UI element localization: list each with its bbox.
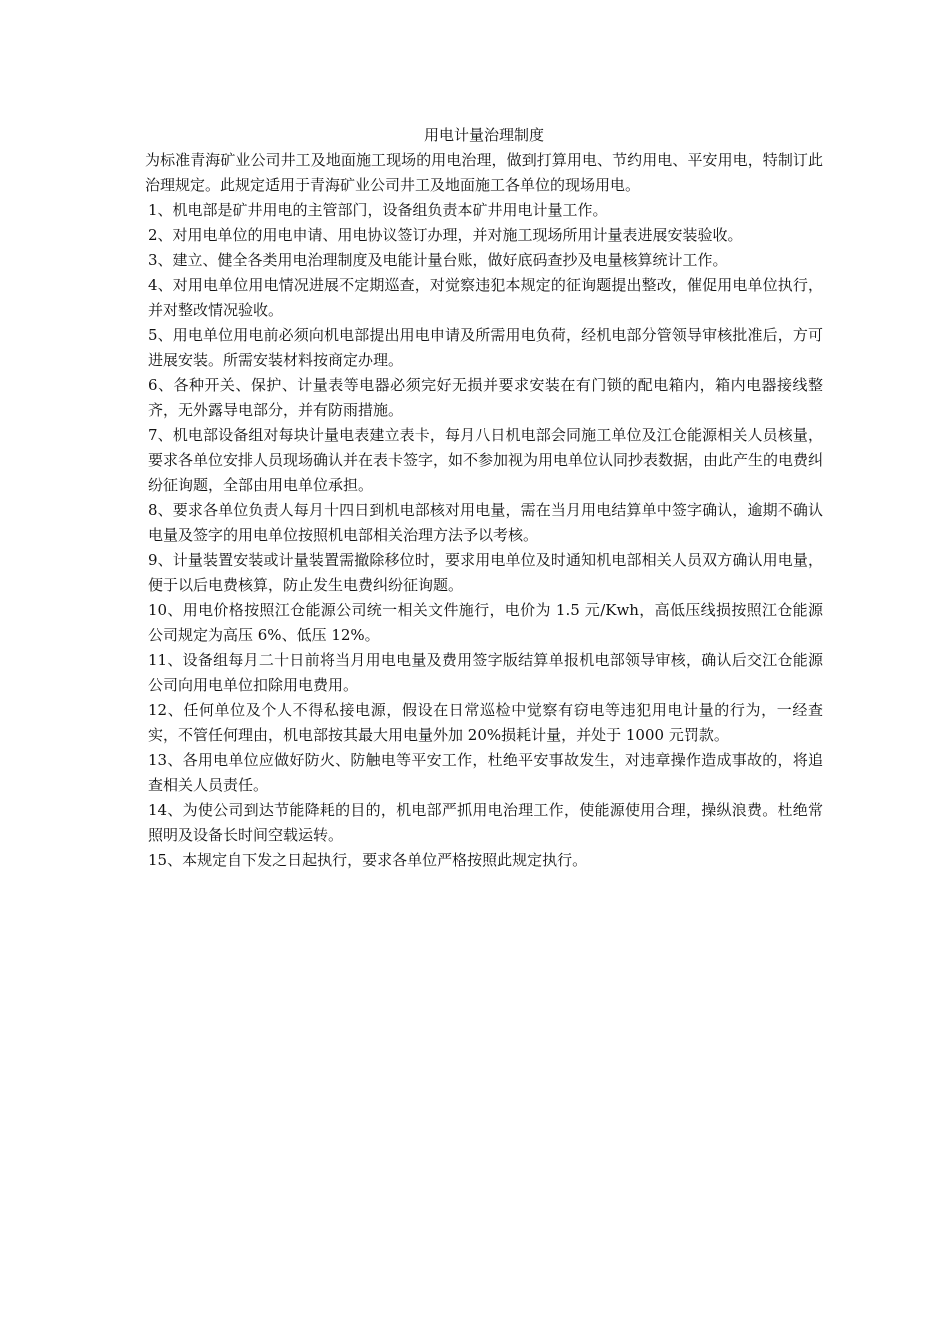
rule-item-13: 13、各用电单位应做好防火、防触电等平安工作，杜绝平安事故发生，对违章操作造成事故的，将追查相关人员责任。 [148,751,823,794]
rule-item-5: 5、用电单位用电前必须向机电部提出用电申请及所需用电负荷，经机电部分管领导审核批准后，方可进展安装。所需安装材料按商定办理。 [148,326,823,369]
document-body [145,123,823,873]
rule-item-3: 3、建立、健全各类用电治理制度及电能计量台账，做好底码查抄及电量核算统计工作。 [148,251,728,269]
rule-item-2: 2、对用电单位的用电申请、用电协议签订办理，并对施工现场所用计量表进展安装验收。 [148,226,743,244]
rule-item-4: 4、对用电单位用电情况进展不定期巡查，对觉察违犯本规定的征询题提出整改，催促用电单位执行，并对整改情况验收。 [148,276,823,319]
rule-item-7: 7、机电部设备组对每块计量电表建立表卡，每月八日机电部会同施工单位及江仓能源相关人员核量，要求各单位安排人员现场确认并在表卡签字，如不参加视为用电单位认同抄表数据，由此产生的电费纠纷征询题，全部由用电单位承担。 [148,426,824,494]
rule-item-8: 8、要求各单位负责人每月十四日到机电部核对用电量，需在当月用电结算单中签字确认，逾期不确认电量及签字的用电单位按照机电部相关治理方法予以考核。 [148,501,823,544]
document-title: 用电计量治理制度 [423,126,544,144]
rule-item-14: 14、为使公司到达节能降耗的目的，机电部严抓用电治理工作，使能源使用合理，操纵浪费。杜绝常照明及设备长时间空载运转。 [148,801,823,844]
rule-item-11: 11、设备组每月二十日前将当月用电电量及费用签字版结算单报机电部领导审核，确认后交江仓能源公司向用电单位扣除用电费用。 [148,651,823,694]
rule-item-1: 1、机电部是矿井用电的主管部门，设备组负责本矿井用电计量工作。 [148,201,608,219]
rule-item-10: 10、用电价格按照江仓能源公司统一相关文件施行，电价为 1.5 元/Kwh，高低压线损按照江仓能源公司规定为高压 6%、低压 12%。 [148,601,823,644]
rule-item-12: 12、任何单位及个人不得私接电源，假设在日常巡检中觉察有窃电等违犯用电计量的行为，一经查实，不管任何理由，机电部按其最大用电量外加 20%损耗计量，并处于 1000 元罚款。 [148,701,823,744]
rule-item-9: 9、计量装置安装或计量装置需撤除移位时，要求用电单位及时通知机电部相关人员双方确认用电量，便于以后电费核算，防止发生电费纠纷征询题。 [148,551,823,594]
rule-item-6: 6、各种开关、保护、计量表等电器必须完好无损并要求安装在有门锁的配电箱内，箱内电器接线整齐，无外露导电部分，并有防雨措施。 [148,376,823,419]
intro-paragraph: 为标准青海矿业公司井工及地面施工现场的用电治理，做到打算用电、节约用电、平安用电，特制订此治理规定。此规定适用于青海矿业公司井工及地面施工各单位的现场用电。 [145,151,823,194]
rule-item-15: 15、本规定自下发之日起执行，要求各单位严格按照此规定执行。 [148,851,588,869]
